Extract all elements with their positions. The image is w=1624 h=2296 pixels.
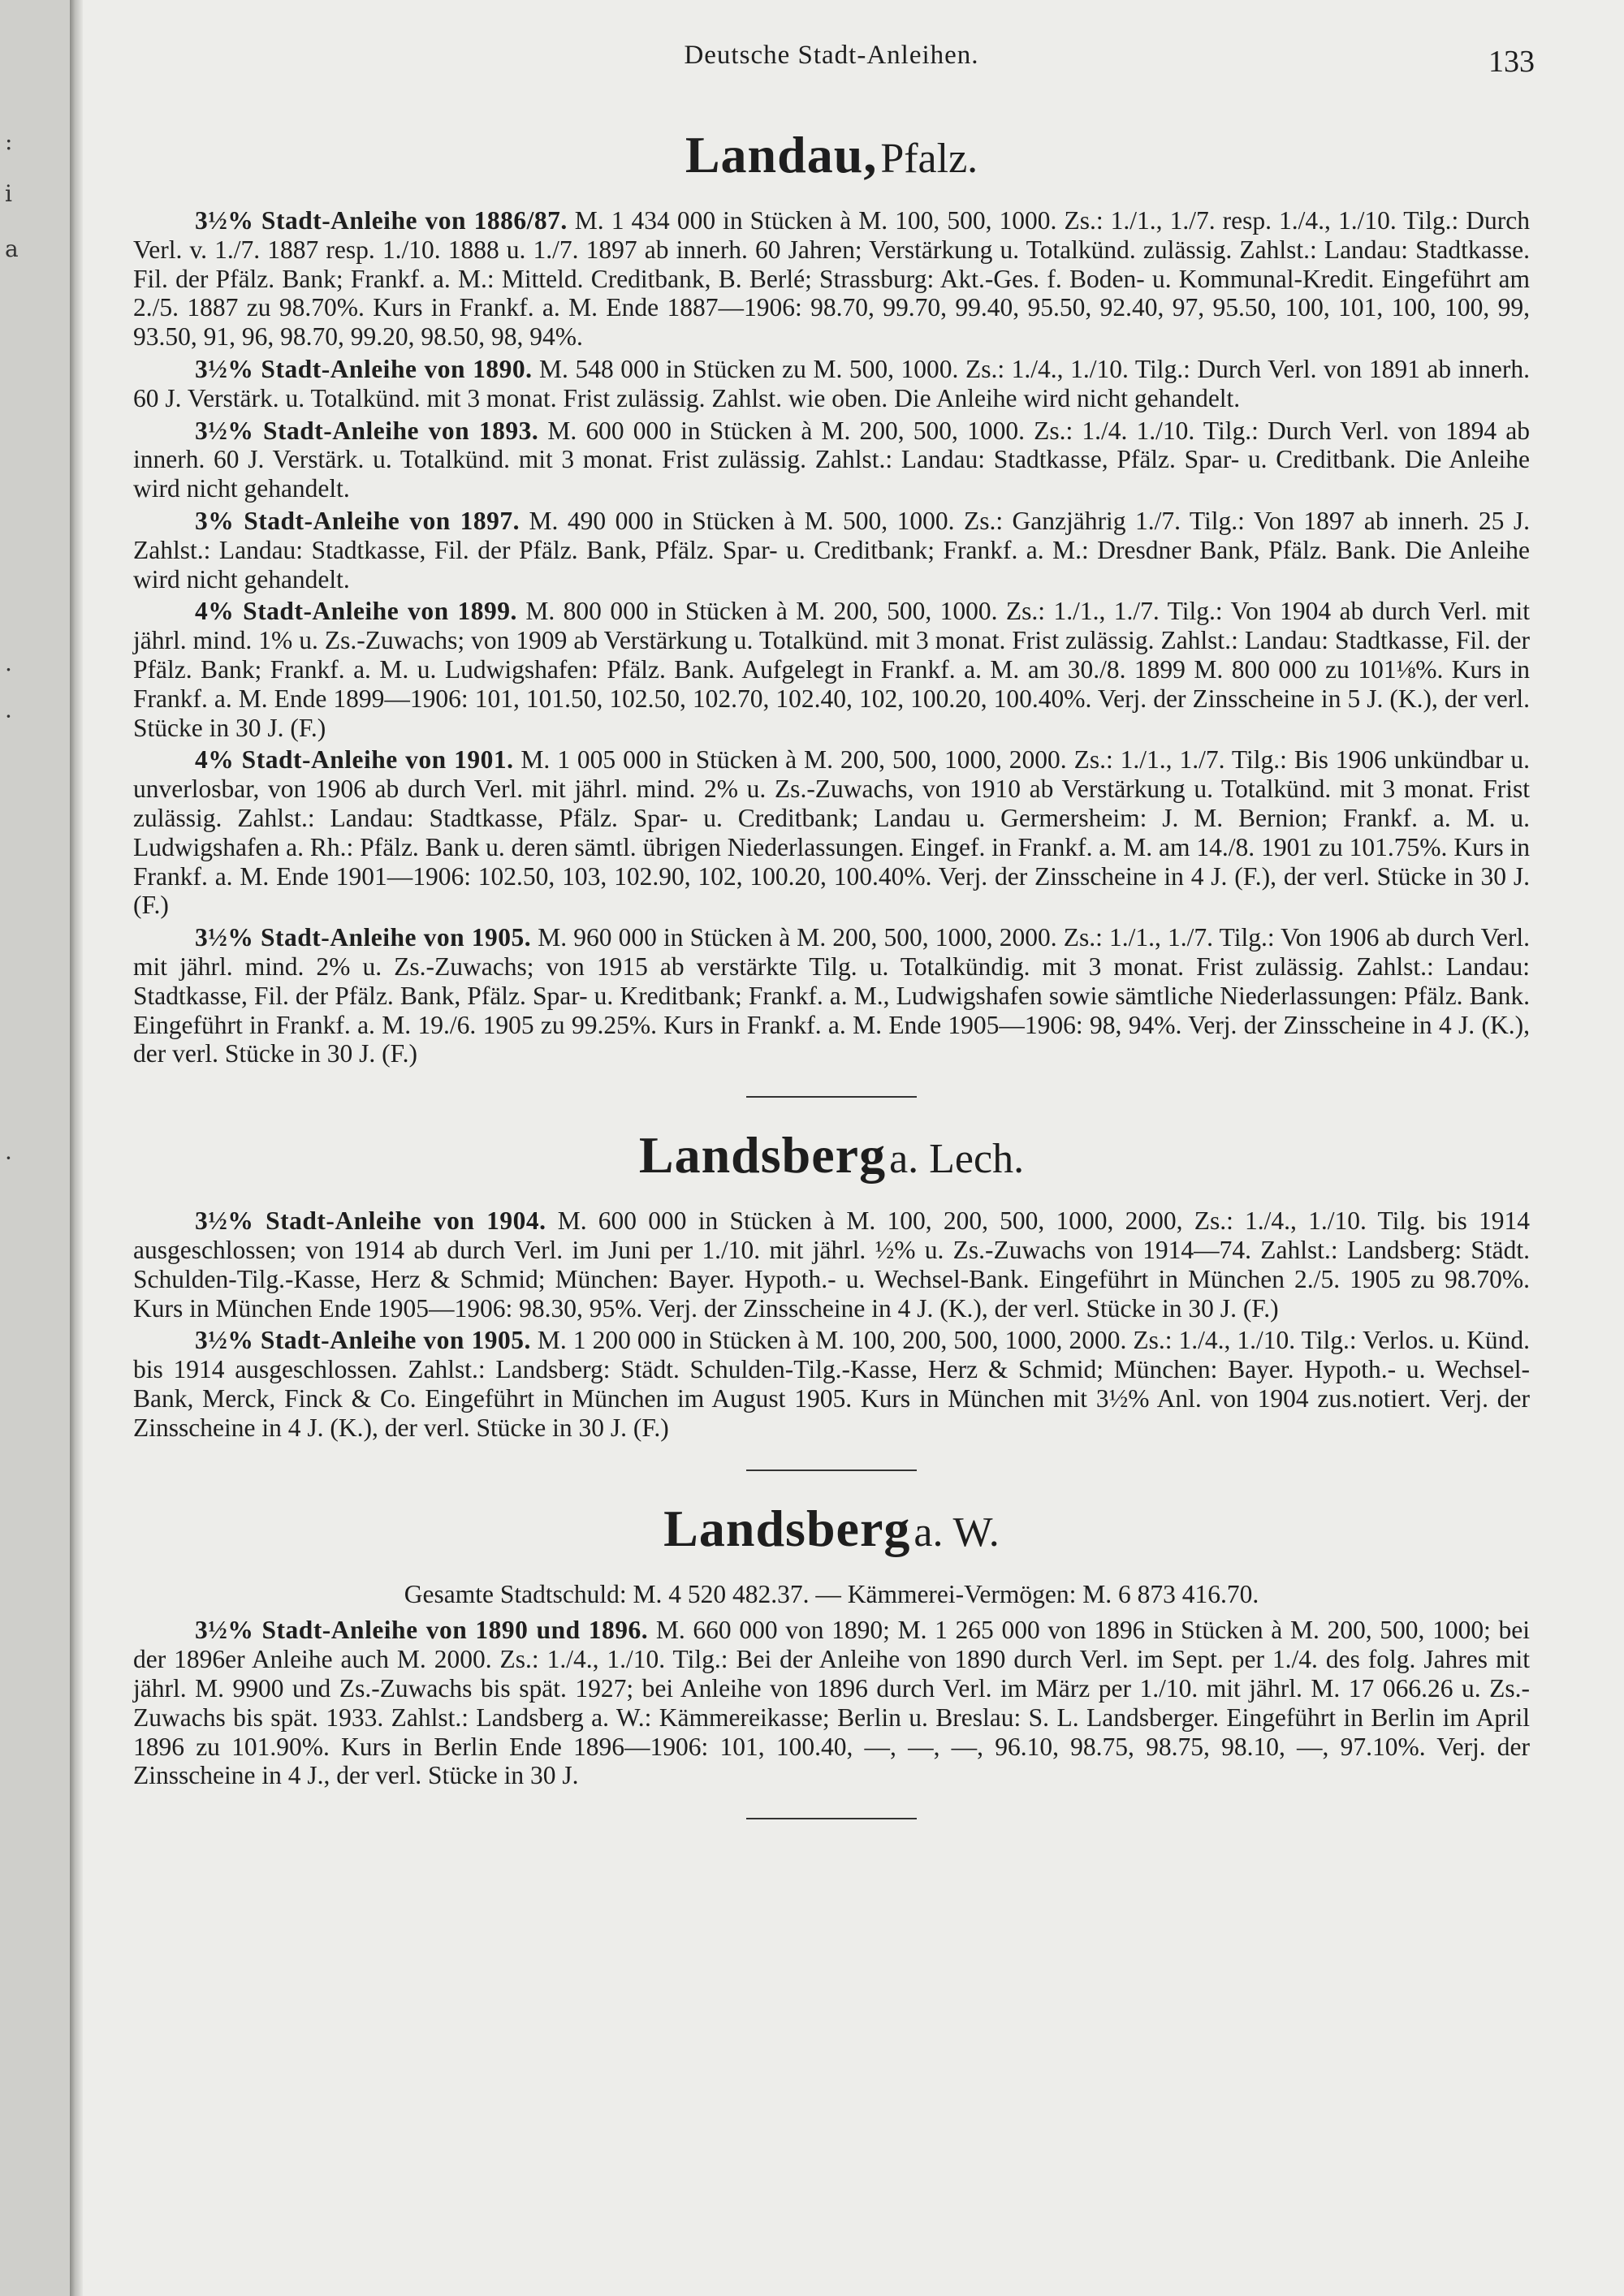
loan-title: 3½% Stadt-Anleihe von 1893. [195,416,539,445]
city-suffix: a. W. [914,1509,1000,1556]
section-divider [746,1096,917,1098]
section-landsberg-lech [133,1125,1530,1442]
page-fold [70,0,83,2296]
loan-entry [133,1326,1530,1442]
loan-text: M. 660 000 von 1890; M. 1 265 000 von 1896 in Stücken à M. 200, 500, 1000; bei der 1896er Anleihe auch M. 2000. Zs.: 1./4., 1./10. Tilg.: Bei der Anleihe von 1890 durch Verl. im Sept. per 1./4. des folg. Jahres mit jährl. M. 9900 und Zs.-Zuwachs bis spät. 1927; bei Anleihe von 1896 durch Verl. im März per 1./10. mit jährl. M. 17 066.26 u. Zs.-Zuwachs bis spät. 1933. Zahlst.: Landsberg a. W.: Kämmereikasse; Berlin u. Breslau: S. L. Landsberger. Eingeführt in Berlin im April 1896 zu 101.90%. Kurs in Berlin Ende 1896—1906: 101, 100.40, —, —, —, 96.10, 98.75, 98.75, 98.10, —, 97.10%. Verj. der Zinsscheine in 4 J., der verl. Stücke in 30 J. [133,1616,1530,1790]
loan-text: M. 600 000 in Stücken à M. 200, 500, 1000. Zs.: 1./4. 1./10. Tilg.: Durch Verl. von 1894 ab innerh. 60 J. Verstärk. u. Totalkünd. mit 3 monat. Frist zulässig. Zahlst.: Landau: Stadtkasse, Pfälz. Spar- u. Creditbank. Die Anleihe wird nicht gehandelt. [133,416,1531,503]
loan-entry [133,1616,1530,1790]
adjacent-page-strip [0,0,75,2296]
margin-mark: a [5,235,19,262]
loan-text: M. 600 000 in Stücken à M. 100, 200, 500, 1000, 2000, Zs.: 1./4., 1./10. Tilg. bis 1914 ausgeschlossen; von 1914 ab durch Verl. im Juni per 1./10. mit jährl. ½% u. Zs.-Zuwachs von 1914—74. Zahlst.: Landsberg: Städt. Schulden-Tilg.-Kasse, Herz & Schmid; München: Bayer. Hypoth.- u. Wechsel-Bank. Eingeführt in München 2./5. 1905 zu 98.70%. Kurs in München Ende 1905—1906: 98.30, 95%. Verj. der Zinsscheine in 4 J. (K.), der verl. Stücke in 30 J. (F.) [133,1206,1531,1323]
margin-mark: · [5,703,12,730]
loan-entry [133,206,1530,352]
loan-text: M. 960 000 in Stücken à M. 200, 500, 1000, 2000. Zs.: 1./1., 1./7. Tilg.: Von 1906 ab durch Verl. mit jährl. mind. 2% u. Zs.-Zuwachs; von 1915 ab verstärkte Tilg. u. Totalkündig. mit 3 monat. Frist zulässig. Zahlst.: Landau: Stadtkasse, Fil. der Pfälz. Bank, Pfälz. Spar- u. Kreditbank; Frankf. a. M., Ludwigshafen sowie sämtliche Niederlassungen: Pfälz. Bank. Eingeführt in Frankf. a. M. 19./6. 1905 zu 99.25%. Kurs in Frankf. a. M. Ende 1905—1906: 98, 94%. Verj. der Zinsscheine in 4 J. (K.), der verl. Stücke in 30 J. (F.) [133,923,1531,1068]
loan-title: 3½% Stadt-Anleihe von 1905. [195,923,532,952]
city-suffix: Pfalz. [880,136,978,182]
debt-summary: Gesamte Stadtschuld: M. 4 520 482.37. — Kämmerei-Vermögen: M. 6 873 416.70. [404,1580,1259,1609]
loan-entry [133,507,1530,593]
margin-mark: · [5,1145,12,1172]
loan-entry [133,355,1530,413]
loan-title: 3½% Stadt-Anleihe von 1890. [195,354,533,383]
city-heading [133,1499,1530,1559]
city-heading [133,1125,1530,1185]
section-landsberg-warthe [133,1499,1530,1790]
section-divider [746,1818,917,1819]
city-name: Landsberg [663,1500,911,1558]
loan-text: M. 800 000 in Stücken à M. 200, 500, 1000. Zs.: 1./1., 1./7. Tilg.: Von 1904 ab durch Verl. mit jährl. mind. 1% u. Zs.-Zuwachs; von 1909 ab Verstärkung u. Totalkünd. mit 3 monat. Frist zulässig. Zahlst.: Landau: Stadtkasse, Fil. der Pfälz. Bank; Frankf. a. M. u. Ludwigshafen: Pfälz. Bank. Aufgelegt in Frankf. a. M. am 30./8. 1899 M. 800 000 zu 101⅛%. Kurs in Frankf. a. M. Ende 1899—1906: 101, 101.50, 102.50, 102.70, 102.40, 102, 100.20, 100.40%. Verj. der Zinsscheine in 5 J. (K.), der verl. Stücke in 30 J. (F.) [133,597,1531,742]
city-name: Landsberg [638,1126,887,1185]
loan-text: M. 1 005 000 in Stücken à M. 200, 500, 1000, 2000. Zs.: 1./1., 1./7. Tilg.: Bis 1906 unkündbar u. unverlosbar, von 1906 ab durch Verl. mit jährl. mind. 2% u. Zs.-Zuwachs, von 1910 ab Verstärkung u. Totalkünd. mit 3 monat. Frist zulässig. Zahlst.: Landau: Stadtkasse, Pfälz. Spar- u. Creditbank; Landau u. Germersheim: J. M. Bernion; Frankf. a. M. u. Ludwigshafen a. Rh.: Pfälz. Bank u. deren sämtl. übrigen Niederlassungen. Eingef. in Frankf. a. M. am 14./8. 1901 zu 101.75%. Kurs in Frankf. a. M. Ende 1901—1906: 102.50, 103, 102.90, 102, 100.20, 100.40%. Verj. der Zinsscheine in 4 J. (F.), der verl. Stücke in 30 J. (F.) [133,745,1530,920]
loan-title: 3½% Stadt-Anleihe von 1890 und 1896. [195,1616,649,1645]
loan-title: 4% Stadt-Anleihe von 1899. [195,597,517,626]
loan-title: 3½% Stadt-Anleihe von 1886/87. [195,206,568,235]
loan-entry [133,745,1530,920]
loan-text: M. 1 200 000 in Stücken à M. 100, 200, 500, 1000, 2000. Zs.: 1./4., 1./10. Tilg.: Verlos. u. Künd. bis 1914 ausgeschlossen. Zahlst.: Landsberg: Städt. Schulden-Tilg.-Kasse, Herz & Schmid; München: Bayer. Hypoth.- u. Wechsel-Bank, Merck, Finck & Co. Eingeführt in München im August 1905. Kurs in München mit 3½% Anl. von 1904 zus.notiert. Verj. der Zinsscheine in 4 J. (K.), der verl. Stücke in 30 J. (F.) [133,1326,1530,1442]
loan-entry [133,1206,1530,1323]
loan-entry [133,416,1530,503]
book-page [83,0,1624,2296]
city-name: Landau, [685,126,878,183]
section-landau [133,125,1530,1068]
loan-text: M. 548 000 in Stücken zu M. 500, 1000. Zs.: 1./4., 1./10. Tilg.: Durch Verl. von 1891 ab innerh. 60 J. Verstärk. u. Totalkünd. mit 3 monat. Frist zulässig. Zahlst. wie oben. Die Anleihe wird nicht gehandelt. [133,354,1531,412]
margin-mark: : [5,128,13,155]
page-number: 133 [1488,45,1535,79]
loan-title: 3½% Stadt-Anleihe von 1905. [195,1326,531,1355]
margin-mark: . [5,650,12,676]
running-head [133,41,1535,89]
loan-title: 4% Stadt-Anleihe von 1901. [195,745,514,775]
loan-text: M. 1 434 000 in Stücken à M. 100, 500, 1000. Zs.: 1./1., 1./7. resp. 1./4., 1./10. Tilg.: Durch Verl. v. 1./7. 1887 resp. 1./10. 1888 u. 1./7. 1897 ab innerh. 60 Jahren; Verstärkung u. Totalkünd. zulässig. Zahlst.: Landau: Stadtkasse. Fil. der Pfälz. Bank; Frankf. a. M.: Mitteld. Creditbank, B. Berlé; Strassburg: Akt.-Ges. f. Boden- u. Kommunal-Kredit. Eingeführt am 2./5. 1887 zu 98.70%. Kurs in Frankf. a. M. Ende 1887—1906: 98.70, 99.70, 99.40, 95.50, 92.40, 97, 95.50, 100, 101, 100, 100, 99, 93.50, 91, 96, 98.70, 99.20, 98.50, 98, 94%. [133,206,1531,352]
loan-entry [133,923,1530,1068]
loan-text: M. 490 000 in Stücken à M. 500, 1000. Zs.: Ganzjährig 1./7. Tilg.: Von 1897 ab innerh. 25 J. Zahlst.: Landau: Stadtkasse, Fil. der Pfälz. Bank, Pfälz. Spar- u. Creditbank; Frankf. a. M.: Dresdner Bank, Pfälz. Bank. Die Anleihe wird nicht gehandelt. [133,506,1531,593]
running-title: Deutsche Stadt-Anleihen. [684,41,979,70]
city-suffix: a. Lech. [889,1136,1025,1183]
loan-entry [133,597,1530,742]
loan-title: 3½% Stadt-Anleihe von 1904. [195,1206,546,1236]
text-column [133,41,1535,1844]
loan-title: 3% Stadt-Anleihe von 1897. [195,506,520,535]
city-heading [133,125,1530,185]
section-divider [746,1470,917,1471]
margin-mark: i [5,180,12,207]
